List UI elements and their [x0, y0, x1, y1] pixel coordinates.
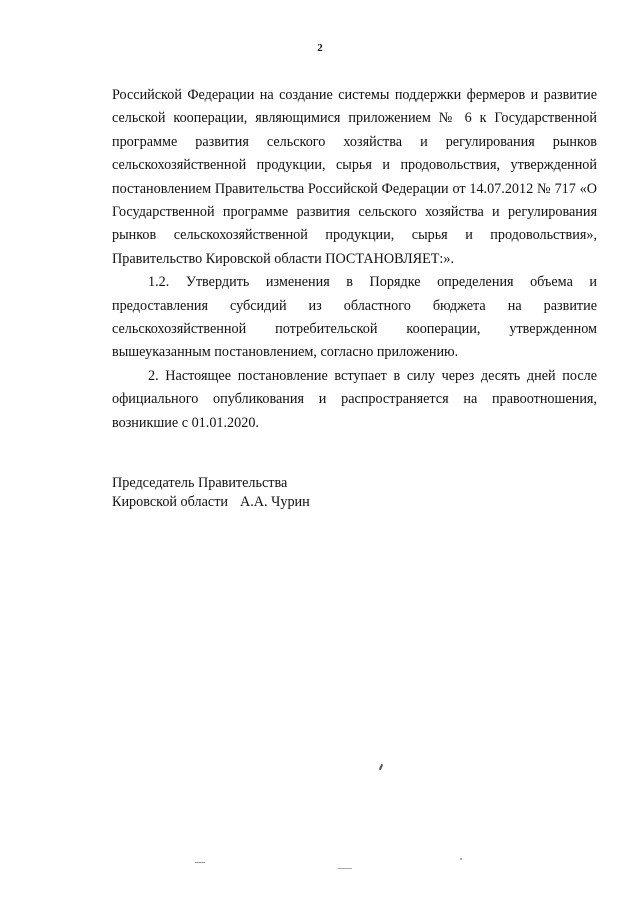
signatory-position-line-2 — [112, 493, 310, 512]
scan-artifact — [379, 764, 383, 770]
signatory-region: Кировской области — [112, 494, 228, 510]
signatory-name: А.А. Чурин — [240, 494, 310, 510]
scan-artifact — [460, 858, 462, 860]
signature-block — [112, 474, 310, 512]
paragraph-1-2: 1.2. Утвердить изменения в Порядке определения объема и предоставления субсидий из областного бюджета на развитие сельскохозяйственной потребительской кооперации, утвержденном вышеуказанным постановлением, согласно приложению. — [112, 274, 597, 361]
scan-artifact — [195, 862, 205, 863]
scan-artifact — [338, 868, 352, 869]
document-body — [112, 84, 597, 435]
page-number: 2 — [317, 42, 323, 54]
paragraph-continuation: Российской Федерации на создание системы поддержки фермеров и развитие сельской кооперации, являющимися приложением № 6 к Государственной программе развития сельского хозяйства и регулирования рынков сельскохозяйственной продукции, сырья и продовольствия, утвержденной постановлением Правительства Российской Федерации от 14.07.2012 № 717 «О Государственной программе развития сельского хозяйства и регулирования рынков сельскохозяйственной продукции, сырья и продовольствия», Правительство Кировской области ПОСТАНОВЛЯЕТ:». — [112, 87, 597, 267]
paragraph-2: 2. Настоящее постановление вступает в силу через десять дней после официального опубликования и распространяется на правоотношения, возникшие с 01.01.2020. — [112, 367, 597, 431]
signatory-position-line-1: Председатель Правительства — [112, 475, 288, 491]
